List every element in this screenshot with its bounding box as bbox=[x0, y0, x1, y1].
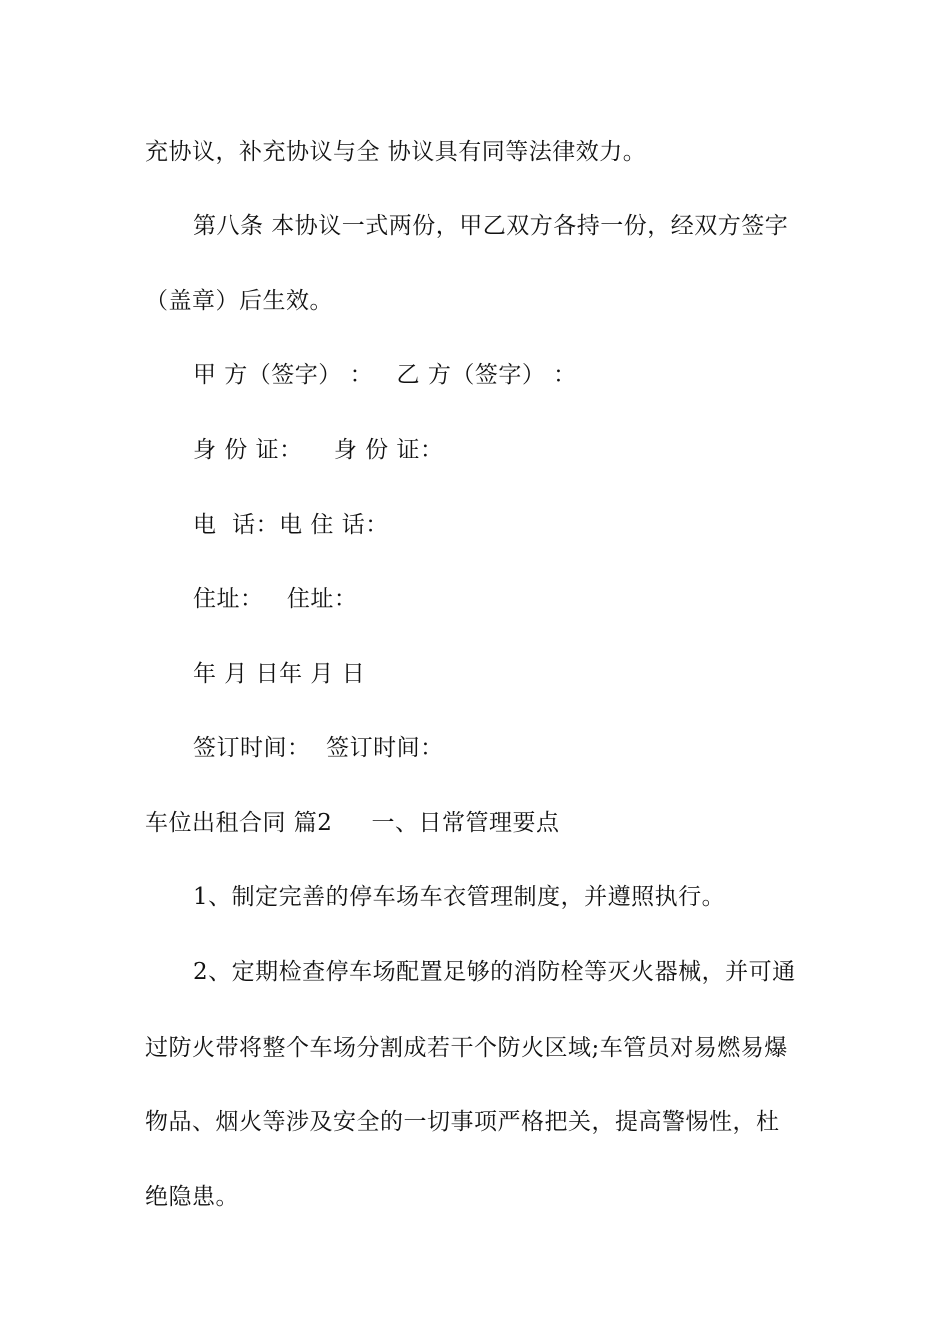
text-line: 过防火带将整个车场分割成若干个防火区域;车管员对易燃易爆 bbox=[145, 1035, 788, 1061]
text-line: 绝隐患。 bbox=[145, 1184, 239, 1210]
address-line: 住址： 住址： bbox=[193, 586, 358, 612]
sign-time-line: 签订时间： 签订时间： bbox=[193, 735, 444, 761]
id-card-line: 身 份 证： 身 份 证： bbox=[193, 437, 444, 463]
signature-line: 甲 方（签字） ： 乙 方（签字） ： bbox=[193, 362, 577, 388]
date-line: 年 月 日年 月 日 bbox=[193, 661, 366, 687]
phone-line: 电 话：电 住 话： bbox=[193, 512, 389, 538]
text-line: （盖章）后生效。 bbox=[145, 288, 333, 314]
section-heading: 车位出租合同 篇2 一、日常管理要点 bbox=[145, 810, 560, 836]
text-line: 1、制定完善的停车场车衣管理制度，并遵照执行。 bbox=[193, 884, 726, 910]
text-line: 2、定期检查停车场配置足够的消防栓等灭火器械，并可通 bbox=[193, 959, 796, 985]
text-line: 物品、烟火等涉及安全的一切事项严格把关，提高警惕性，杜 bbox=[145, 1109, 780, 1135]
text-line: 第八条 本协议一式两份，甲乙双方各持一份，经双方签字 bbox=[193, 213, 789, 239]
text-line: 充协议，补充协议与全 协议具有同等法律效力。 bbox=[145, 139, 647, 165]
